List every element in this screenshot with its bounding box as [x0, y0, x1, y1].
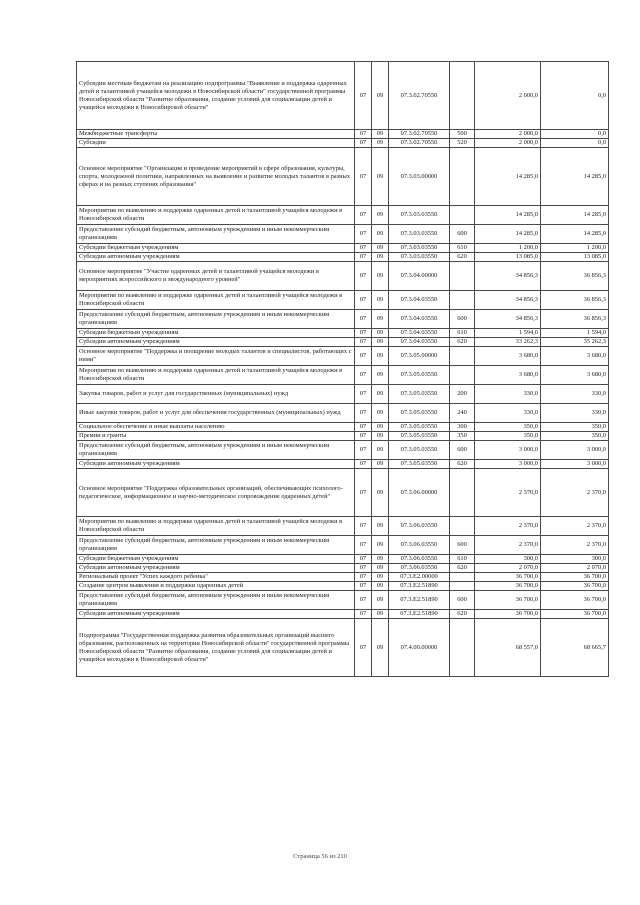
cell-expense-type — [450, 619, 475, 677]
cell-subsection: 09 — [372, 338, 389, 347]
cell-name: Социальное обеспечение и иные выплаты населению — [77, 423, 355, 432]
cell-amount-2: 2 370,0 — [541, 469, 609, 517]
cell-section: 07 — [355, 329, 372, 338]
cell-name: Предоставление субсидий бюджетным, автономным учреждениям и иным некоммерческим организациям — [77, 441, 355, 460]
cell-amount-2: 2 370,0 — [541, 517, 609, 536]
cell-amount-2: 300,0 — [541, 555, 609, 564]
cell-name: Иные закупки товаров, работ и услуг для обеспечения государственных (муниципальных) нужд — [77, 404, 355, 423]
cell-section: 07 — [355, 262, 372, 291]
cell-section: 07 — [355, 225, 372, 244]
cell-name: Мероприятия по выявлению и поддержке одаренных детей и талантливой учащейся молодежи в Новосибирской области — [77, 366, 355, 385]
cell-amount-1: 68 557,0 — [475, 619, 541, 677]
cell-name: Субсидии автономным учреждениям — [77, 253, 355, 262]
cell-amount-1: 330,0 — [475, 404, 541, 423]
cell-section: 07 — [355, 206, 372, 225]
cell-section: 07 — [355, 591, 372, 610]
cell-target-article: 07.3.03.03550 — [389, 206, 450, 225]
cell-amount-1: 3 000,0 — [475, 441, 541, 460]
cell-section: 07 — [355, 619, 372, 677]
cell-expense-type: 610 — [450, 244, 475, 253]
cell-expense-type — [450, 291, 475, 310]
cell-subsection: 09 — [372, 582, 389, 591]
cell-amount-1: 33 262,3 — [475, 338, 541, 347]
cell-target-article: 07.3.E2.00000 — [389, 573, 450, 582]
cell-section: 07 — [355, 432, 372, 441]
cell-subsection: 09 — [372, 536, 389, 555]
cell-amount-1: 2 370,0 — [475, 517, 541, 536]
cell-amount-1: 14 285,0 — [475, 206, 541, 225]
cell-name: Предоставление субсидий бюджетным, автономным учреждениям и иным некоммерческим организациям — [77, 536, 355, 555]
cell-name: Закупка товаров, работ и услуг для государственных (муниципальных) нужд — [77, 385, 355, 404]
table-row — [77, 517, 609, 536]
cell-amount-1: 350,0 — [475, 423, 541, 432]
cell-subsection: 09 — [372, 423, 389, 432]
cell-section: 07 — [355, 310, 372, 329]
cell-subsection: 09 — [372, 591, 389, 610]
table-body — [77, 62, 609, 677]
cell-target-article: 07.3.06.03550 — [389, 564, 450, 573]
cell-subsection: 09 — [372, 441, 389, 460]
cell-amount-2: 14 285,0 — [541, 206, 609, 225]
cell-expense-type: 500 — [450, 130, 475, 139]
cell-amount-2: 36 700,0 — [541, 573, 609, 582]
page-number: Страница 56 из 210 — [293, 853, 347, 860]
cell-amount-2: 1 200,0 — [541, 244, 609, 253]
cell-amount-2: 3 000,0 — [541, 460, 609, 469]
cell-name: Предоставление субсидий бюджетным, автономным учреждениям и иным некоммерческим организациям — [77, 225, 355, 244]
cell-name: Межбюджетные трансферты — [77, 130, 355, 139]
table-row — [77, 130, 609, 139]
cell-name: Предоставление субсидий бюджетным, автономным учреждениям и иным некоммерческим организациям — [77, 591, 355, 610]
cell-expense-type: 620 — [450, 610, 475, 619]
cell-target-article: 07.3.02.70550 — [389, 62, 450, 130]
cell-amount-1: 2 070,0 — [475, 564, 541, 573]
cell-section: 07 — [355, 517, 372, 536]
table-row — [77, 536, 609, 555]
cell-name: Основное мероприятие "Поддержка образовательных организаций, обеспечивающих психолого-педагогическое, информационное и научно-методическое сопровождение одаренных детей" — [77, 469, 355, 517]
cell-subsection: 09 — [372, 555, 389, 564]
cell-name: Субсидии автономным учреждениям — [77, 564, 355, 573]
cell-name: Премии и гранты — [77, 432, 355, 441]
cell-amount-2: 350,0 — [541, 432, 609, 441]
cell-expense-type — [450, 469, 475, 517]
cell-amount-1: 3 680,0 — [475, 347, 541, 366]
cell-amount-1: 14 285,0 — [475, 225, 541, 244]
cell-subsection: 09 — [372, 225, 389, 244]
cell-amount-1: 2 000,0 — [475, 139, 541, 148]
cell-section: 07 — [355, 62, 372, 130]
cell-expense-type: 600 — [450, 441, 475, 460]
cell-name: Субсидии бюджетным учреждениям — [77, 329, 355, 338]
cell-subsection: 09 — [372, 148, 389, 206]
table-row — [77, 148, 609, 206]
table-row — [77, 366, 609, 385]
cell-target-article: 07.3.05.03550 — [389, 432, 450, 441]
cell-amount-1: 300,0 — [475, 555, 541, 564]
cell-target-article: 07.3.04.03550 — [389, 310, 450, 329]
cell-name: Субсидии бюджетным учреждениям — [77, 555, 355, 564]
cell-amount-1: 2 000,0 — [475, 62, 541, 130]
cell-expense-type: 600 — [450, 591, 475, 610]
cell-section: 07 — [355, 536, 372, 555]
cell-section: 07 — [355, 610, 372, 619]
cell-amount-1: 34 856,3 — [475, 291, 541, 310]
table-row — [77, 244, 609, 253]
cell-expense-type — [450, 206, 475, 225]
cell-amount-2: 14 285,0 — [541, 225, 609, 244]
cell-subsection: 09 — [372, 432, 389, 441]
cell-name: Мероприятия по выявлению и поддержке одаренных детей и талантливой учащейся молодежи в Новосибирской области — [77, 517, 355, 536]
cell-section: 07 — [355, 564, 372, 573]
cell-amount-2: 2 070,0 — [541, 564, 609, 573]
cell-name: Субсидии — [77, 139, 355, 148]
cell-subsection: 09 — [372, 347, 389, 366]
budget-table — [76, 61, 609, 677]
table-row — [77, 423, 609, 432]
cell-section: 07 — [355, 139, 372, 148]
table-row — [77, 291, 609, 310]
cell-subsection: 09 — [372, 244, 389, 253]
cell-target-article: 07.3.05.03550 — [389, 366, 450, 385]
cell-section: 07 — [355, 582, 372, 591]
cell-section: 07 — [355, 469, 372, 517]
cell-name: Субсидии местным бюджетам на реализацию подпрограммы "Выявление и поддержка одаренных детей и талантливой учащейся молодежи в Новосибирской области" государственной программы Новосибирской области "Развитие образования, создание условий для социализации детей и учащейся молодежи в Новосибирской области" — [77, 62, 355, 130]
cell-amount-2: 1 594,0 — [541, 329, 609, 338]
cell-name: Субсидии бюджетным учреждениям — [77, 244, 355, 253]
cell-amount-1: 330,0 — [475, 385, 541, 404]
table-row — [77, 310, 609, 329]
cell-amount-2: 0,0 — [541, 130, 609, 139]
table-row — [77, 338, 609, 347]
cell-target-article: 07.3.03.03550 — [389, 244, 450, 253]
cell-target-article: 07.3.05.03550 — [389, 460, 450, 469]
cell-target-article: 07.3.03.00000 — [389, 148, 450, 206]
table-row — [77, 564, 609, 573]
table-row — [77, 432, 609, 441]
cell-amount-2: 3 000,0 — [541, 441, 609, 460]
cell-section: 07 — [355, 573, 372, 582]
table-row — [77, 347, 609, 366]
cell-amount-1: 34 856,3 — [475, 310, 541, 329]
cell-subsection: 09 — [372, 517, 389, 536]
cell-name: Субсидии автономным учреждениям — [77, 460, 355, 469]
cell-expense-type — [450, 582, 475, 591]
cell-expense-type: 610 — [450, 329, 475, 338]
cell-name: Основное мероприятие "Участие одаренных детей и талантливой учащейся молодежи в мероприятиях всероссийского и международного уровней" — [77, 262, 355, 291]
cell-target-article: 07.3.02.70550 — [389, 130, 450, 139]
table-row — [77, 329, 609, 338]
cell-amount-2: 13 085,0 — [541, 253, 609, 262]
cell-target-article: 07.3.04.00000 — [389, 262, 450, 291]
cell-target-article: 07.3.06.03550 — [389, 536, 450, 555]
table-row — [77, 225, 609, 244]
cell-subsection: 09 — [372, 469, 389, 517]
cell-expense-type — [450, 148, 475, 206]
cell-target-article: 07.3.06.03550 — [389, 517, 450, 536]
table-row — [77, 573, 609, 582]
cell-amount-2: 3 680,0 — [541, 347, 609, 366]
cell-amount-1: 2 370,0 — [475, 536, 541, 555]
cell-expense-type — [450, 262, 475, 291]
cell-target-article: 07.3.03.03550 — [389, 225, 450, 244]
cell-section: 07 — [355, 423, 372, 432]
cell-name: Основное мероприятие "Поддержка и поощрение молодых талантов и специалистов, работающих с ними" — [77, 347, 355, 366]
cell-amount-2: 36 856,3 — [541, 310, 609, 329]
cell-name: Основное мероприятие "Организация и проведение мероприятий в сфере образования, культуры, спорта, молодежной политики, направленных на выявление и развитие молодых талантов в разных сферах и на разных ступенях образования" — [77, 148, 355, 206]
cell-amount-2: 350,0 — [541, 423, 609, 432]
cell-target-article: 07.3.04.03550 — [389, 291, 450, 310]
cell-expense-type: 620 — [450, 253, 475, 262]
cell-section: 07 — [355, 460, 372, 469]
cell-section: 07 — [355, 404, 372, 423]
cell-section: 07 — [355, 366, 372, 385]
cell-subsection: 09 — [372, 139, 389, 148]
cell-subsection: 09 — [372, 610, 389, 619]
cell-target-article: 07.3.04.03550 — [389, 329, 450, 338]
cell-name: Региональный проект "Успех каждого ребенка" — [77, 573, 355, 582]
cell-expense-type: 600 — [450, 536, 475, 555]
cell-subsection: 09 — [372, 460, 389, 469]
table-row — [77, 469, 609, 517]
table-row — [77, 460, 609, 469]
cell-expense-type: 600 — [450, 225, 475, 244]
cell-section: 07 — [355, 244, 372, 253]
cell-expense-type: 240 — [450, 404, 475, 423]
cell-section: 07 — [355, 253, 372, 262]
table-row — [77, 610, 609, 619]
cell-subsection: 09 — [372, 62, 389, 130]
cell-expense-type: 610 — [450, 555, 475, 564]
cell-amount-2: 36 700,0 — [541, 591, 609, 610]
cell-section: 07 — [355, 385, 372, 404]
cell-name: Мероприятия по выявлению и поддержке одаренных детей и талантливой учащейся молодежи в Новосибирской области — [77, 291, 355, 310]
cell-amount-1: 36 700,0 — [475, 573, 541, 582]
cell-amount-1: 36 700,0 — [475, 591, 541, 610]
table-row — [77, 441, 609, 460]
table-row — [77, 385, 609, 404]
cell-subsection: 09 — [372, 291, 389, 310]
cell-section: 07 — [355, 148, 372, 206]
cell-amount-2: 36 700,0 — [541, 582, 609, 591]
cell-target-article: 07.3.05.03550 — [389, 404, 450, 423]
cell-amount-2: 36 700,0 — [541, 610, 609, 619]
cell-expense-type: 350 — [450, 432, 475, 441]
cell-expense-type: 620 — [450, 338, 475, 347]
cell-section: 07 — [355, 441, 372, 460]
cell-amount-1: 34 856,3 — [475, 262, 541, 291]
cell-target-article: 07.4.00.00000 — [389, 619, 450, 677]
cell-target-article: 07.3.06.00000 — [389, 469, 450, 517]
cell-subsection: 09 — [372, 366, 389, 385]
cell-subsection: 09 — [372, 253, 389, 262]
cell-amount-1: 13 085,0 — [475, 253, 541, 262]
cell-name: Субсидии автономным учреждениям — [77, 338, 355, 347]
cell-amount-2: 330,0 — [541, 404, 609, 423]
cell-amount-2: 0,0 — [541, 139, 609, 148]
cell-target-article: 07.3.E2.51890 — [389, 610, 450, 619]
cell-subsection: 09 — [372, 206, 389, 225]
cell-target-article: 07.3.05.03550 — [389, 423, 450, 432]
cell-amount-2: 0,0 — [541, 62, 609, 130]
table-row — [77, 555, 609, 564]
cell-target-article: 07.3.05.03550 — [389, 441, 450, 460]
cell-target-article: 07.3.03.03550 — [389, 253, 450, 262]
cell-target-article: 07.3.05.03550 — [389, 385, 450, 404]
cell-expense-type — [450, 366, 475, 385]
cell-expense-type — [450, 62, 475, 130]
cell-target-article: 07.3.06.03550 — [389, 555, 450, 564]
table-row — [77, 139, 609, 148]
cell-expense-type: 520 — [450, 139, 475, 148]
cell-subsection: 09 — [372, 564, 389, 573]
cell-amount-1: 1 594,0 — [475, 329, 541, 338]
table-row — [77, 591, 609, 610]
cell-amount-2: 68 665,7 — [541, 619, 609, 677]
cell-subsection: 09 — [372, 310, 389, 329]
cell-amount-1: 36 700,0 — [475, 610, 541, 619]
cell-target-article: 07.3.05.00000 — [389, 347, 450, 366]
cell-amount-2: 3 680,0 — [541, 366, 609, 385]
cell-target-article: 07.3.04.03550 — [389, 338, 450, 347]
cell-amount-1: 3 680,0 — [475, 366, 541, 385]
cell-amount-2: 14 285,0 — [541, 148, 609, 206]
cell-expense-type: 300 — [450, 423, 475, 432]
table-row — [77, 404, 609, 423]
cell-expense-type: 620 — [450, 460, 475, 469]
cell-amount-2: 2 370,0 — [541, 536, 609, 555]
cell-subsection: 09 — [372, 573, 389, 582]
cell-subsection: 09 — [372, 262, 389, 291]
cell-expense-type: 600 — [450, 310, 475, 329]
cell-name: Подпрограмма "Государственная поддержка развития образовательных организаций высшего образования, расположенных на территории Новосибирской области" государственной программы Новосибирской области "Развитие образования, создание условий для социализации детей и учащейся молодежи в Новосибирской области" — [77, 619, 355, 677]
cell-name: Создание центров выявления и поддержки одаренных детей — [77, 582, 355, 591]
cell-amount-1: 2 000,0 — [475, 130, 541, 139]
cell-amount-1: 1 200,0 — [475, 244, 541, 253]
table-row — [77, 262, 609, 291]
cell-amount-2: 36 856,3 — [541, 291, 609, 310]
cell-section: 07 — [355, 291, 372, 310]
table-row — [77, 62, 609, 130]
cell-expense-type — [450, 573, 475, 582]
cell-name: Мероприятия по выявлению и поддержке одаренных детей и талантливой учащейся молодежи в Новосибирской области — [77, 206, 355, 225]
cell-amount-1: 350,0 — [475, 432, 541, 441]
cell-amount-1: 2 370,0 — [475, 469, 541, 517]
cell-subsection: 09 — [372, 329, 389, 338]
cell-expense-type — [450, 517, 475, 536]
cell-expense-type: 620 — [450, 564, 475, 573]
cell-amount-1: 3 000,0 — [475, 460, 541, 469]
cell-expense-type: 200 — [450, 385, 475, 404]
cell-amount-2: 36 856,3 — [541, 262, 609, 291]
cell-amount-2: 35 262,3 — [541, 338, 609, 347]
cell-subsection: 09 — [372, 404, 389, 423]
cell-amount-1: 36 700,0 — [475, 582, 541, 591]
cell-section: 07 — [355, 555, 372, 564]
table-row — [77, 619, 609, 677]
cell-target-article: 07.3.02.70550 — [389, 139, 450, 148]
cell-subsection: 09 — [372, 130, 389, 139]
table-row — [77, 206, 609, 225]
cell-section: 07 — [355, 347, 372, 366]
table-row — [77, 582, 609, 591]
cell-section: 07 — [355, 130, 372, 139]
cell-target-article: 07.3.E2.51890 — [389, 582, 450, 591]
cell-name: Предоставление субсидий бюджетным, автономным учреждениям и иным некоммерческим организациям — [77, 310, 355, 329]
cell-name: Субсидии автономным учреждениям — [77, 610, 355, 619]
table-row — [77, 253, 609, 262]
cell-target-article: 07.3.E2.51890 — [389, 591, 450, 610]
cell-subsection: 09 — [372, 619, 389, 677]
cell-amount-2: 330,0 — [541, 385, 609, 404]
cell-amount-1: 14 285,0 — [475, 148, 541, 206]
cell-subsection: 09 — [372, 385, 389, 404]
cell-expense-type — [450, 347, 475, 366]
cell-section: 07 — [355, 338, 372, 347]
